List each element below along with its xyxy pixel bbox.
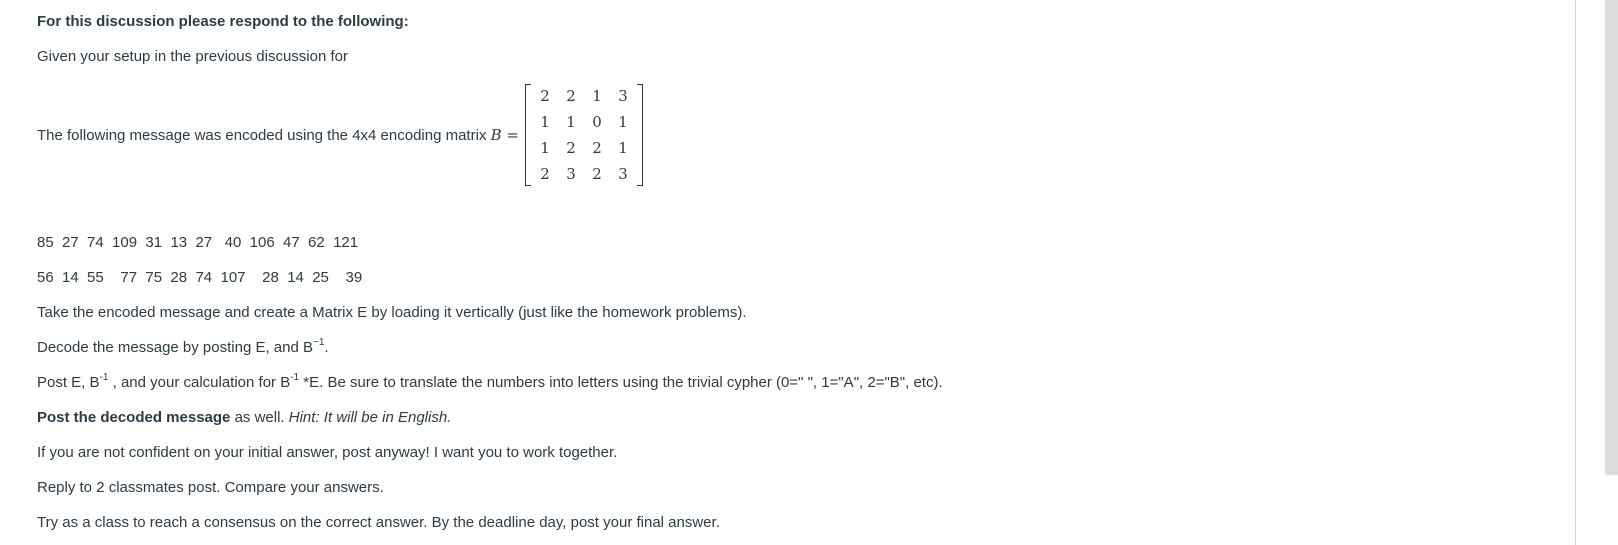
matrix-variable: B <box>490 126 502 144</box>
matrix-cell: 0 <box>592 113 602 131</box>
post-text-a: Post E, B <box>37 374 100 391</box>
instruction-take: Take the encoded message and create a Matrix E by loading it vertically (just like the homework problems). <box>37 304 747 321</box>
matrix-cell: 2 <box>540 165 550 183</box>
equals-sign: = <box>501 126 519 144</box>
instruction-decoded-message <box>37 408 451 428</box>
matrix-cell: 1 <box>566 113 576 131</box>
matrix-cell: 3 <box>566 165 576 183</box>
matrix-table <box>532 83 636 187</box>
instruction-post <box>37 373 943 393</box>
post-text-c: *E. Be sure to translate the numbers into letters using the trivial cypher (0=" ", 1="A", 2="B", etc). <box>299 374 943 391</box>
matrix-cell: 2 <box>540 87 550 105</box>
instruction-confident: If you are not confident on your initial answer, post anyway! I want you to work together. <box>37 444 618 461</box>
encoding-matrix <box>525 83 643 187</box>
matrix-cell: 1 <box>618 113 628 131</box>
intro-text: Given your setup in the previous discussion for <box>37 48 348 65</box>
matrix-cell: 2 <box>592 165 602 183</box>
matrix-cell: 2 <box>566 87 576 105</box>
matrix-cell: 1 <box>540 113 550 131</box>
encoding-matrix-line <box>37 80 643 190</box>
scrollbar-thumb[interactable] <box>1605 0 1618 475</box>
decoded-normal-text: as well. <box>230 409 289 426</box>
encoded-message-line-2: 56 14 55 77 75 28 74 107 28 14 25 39 <box>37 269 363 286</box>
decode-superscript: −1 <box>313 337 325 348</box>
left-bracket <box>525 84 531 186</box>
discussion-heading: For this discussion please respond to the following: <box>37 13 409 30</box>
encoded-message-line-1: 85 27 74 109 31 13 27 40 106 47 62 121 <box>37 234 359 251</box>
matrix-cell: 1 <box>592 87 602 105</box>
instruction-consensus: Try as a class to reach a consensus on the correct answer. By the deadline day, post your final answer. <box>37 514 720 531</box>
matrix-row <box>532 161 636 187</box>
decoded-hint-text: Hint: It will be in English. <box>288 409 452 426</box>
matrix-cell: 3 <box>618 165 628 183</box>
right-bracket <box>637 84 643 186</box>
decode-text: Decode the message by posting E, and B <box>37 339 314 356</box>
instruction-decode <box>37 338 329 358</box>
post-text-b: , and your calculation for B <box>108 374 291 391</box>
decode-end: . <box>324 339 329 356</box>
matrix-cell: 1 <box>540 139 550 157</box>
matrix-row <box>532 83 636 109</box>
post-superscript-1: -1 <box>99 372 109 383</box>
matrix-cell: 2 <box>592 139 602 157</box>
instruction-reply: Reply to 2 classmates post. Compare your answers. <box>37 479 384 496</box>
matrix-row <box>532 109 636 135</box>
decoded-bold-text: Post the decoded message <box>37 409 231 426</box>
encoding-text: The following message was encoded using the 4x4 encoding matrix <box>37 126 491 144</box>
matrix-row <box>532 135 636 161</box>
matrix-cell: 3 <box>618 87 628 105</box>
matrix-cell: 1 <box>618 139 628 157</box>
matrix-cell: 2 <box>566 139 576 157</box>
post-superscript-2: -1 <box>290 372 300 383</box>
